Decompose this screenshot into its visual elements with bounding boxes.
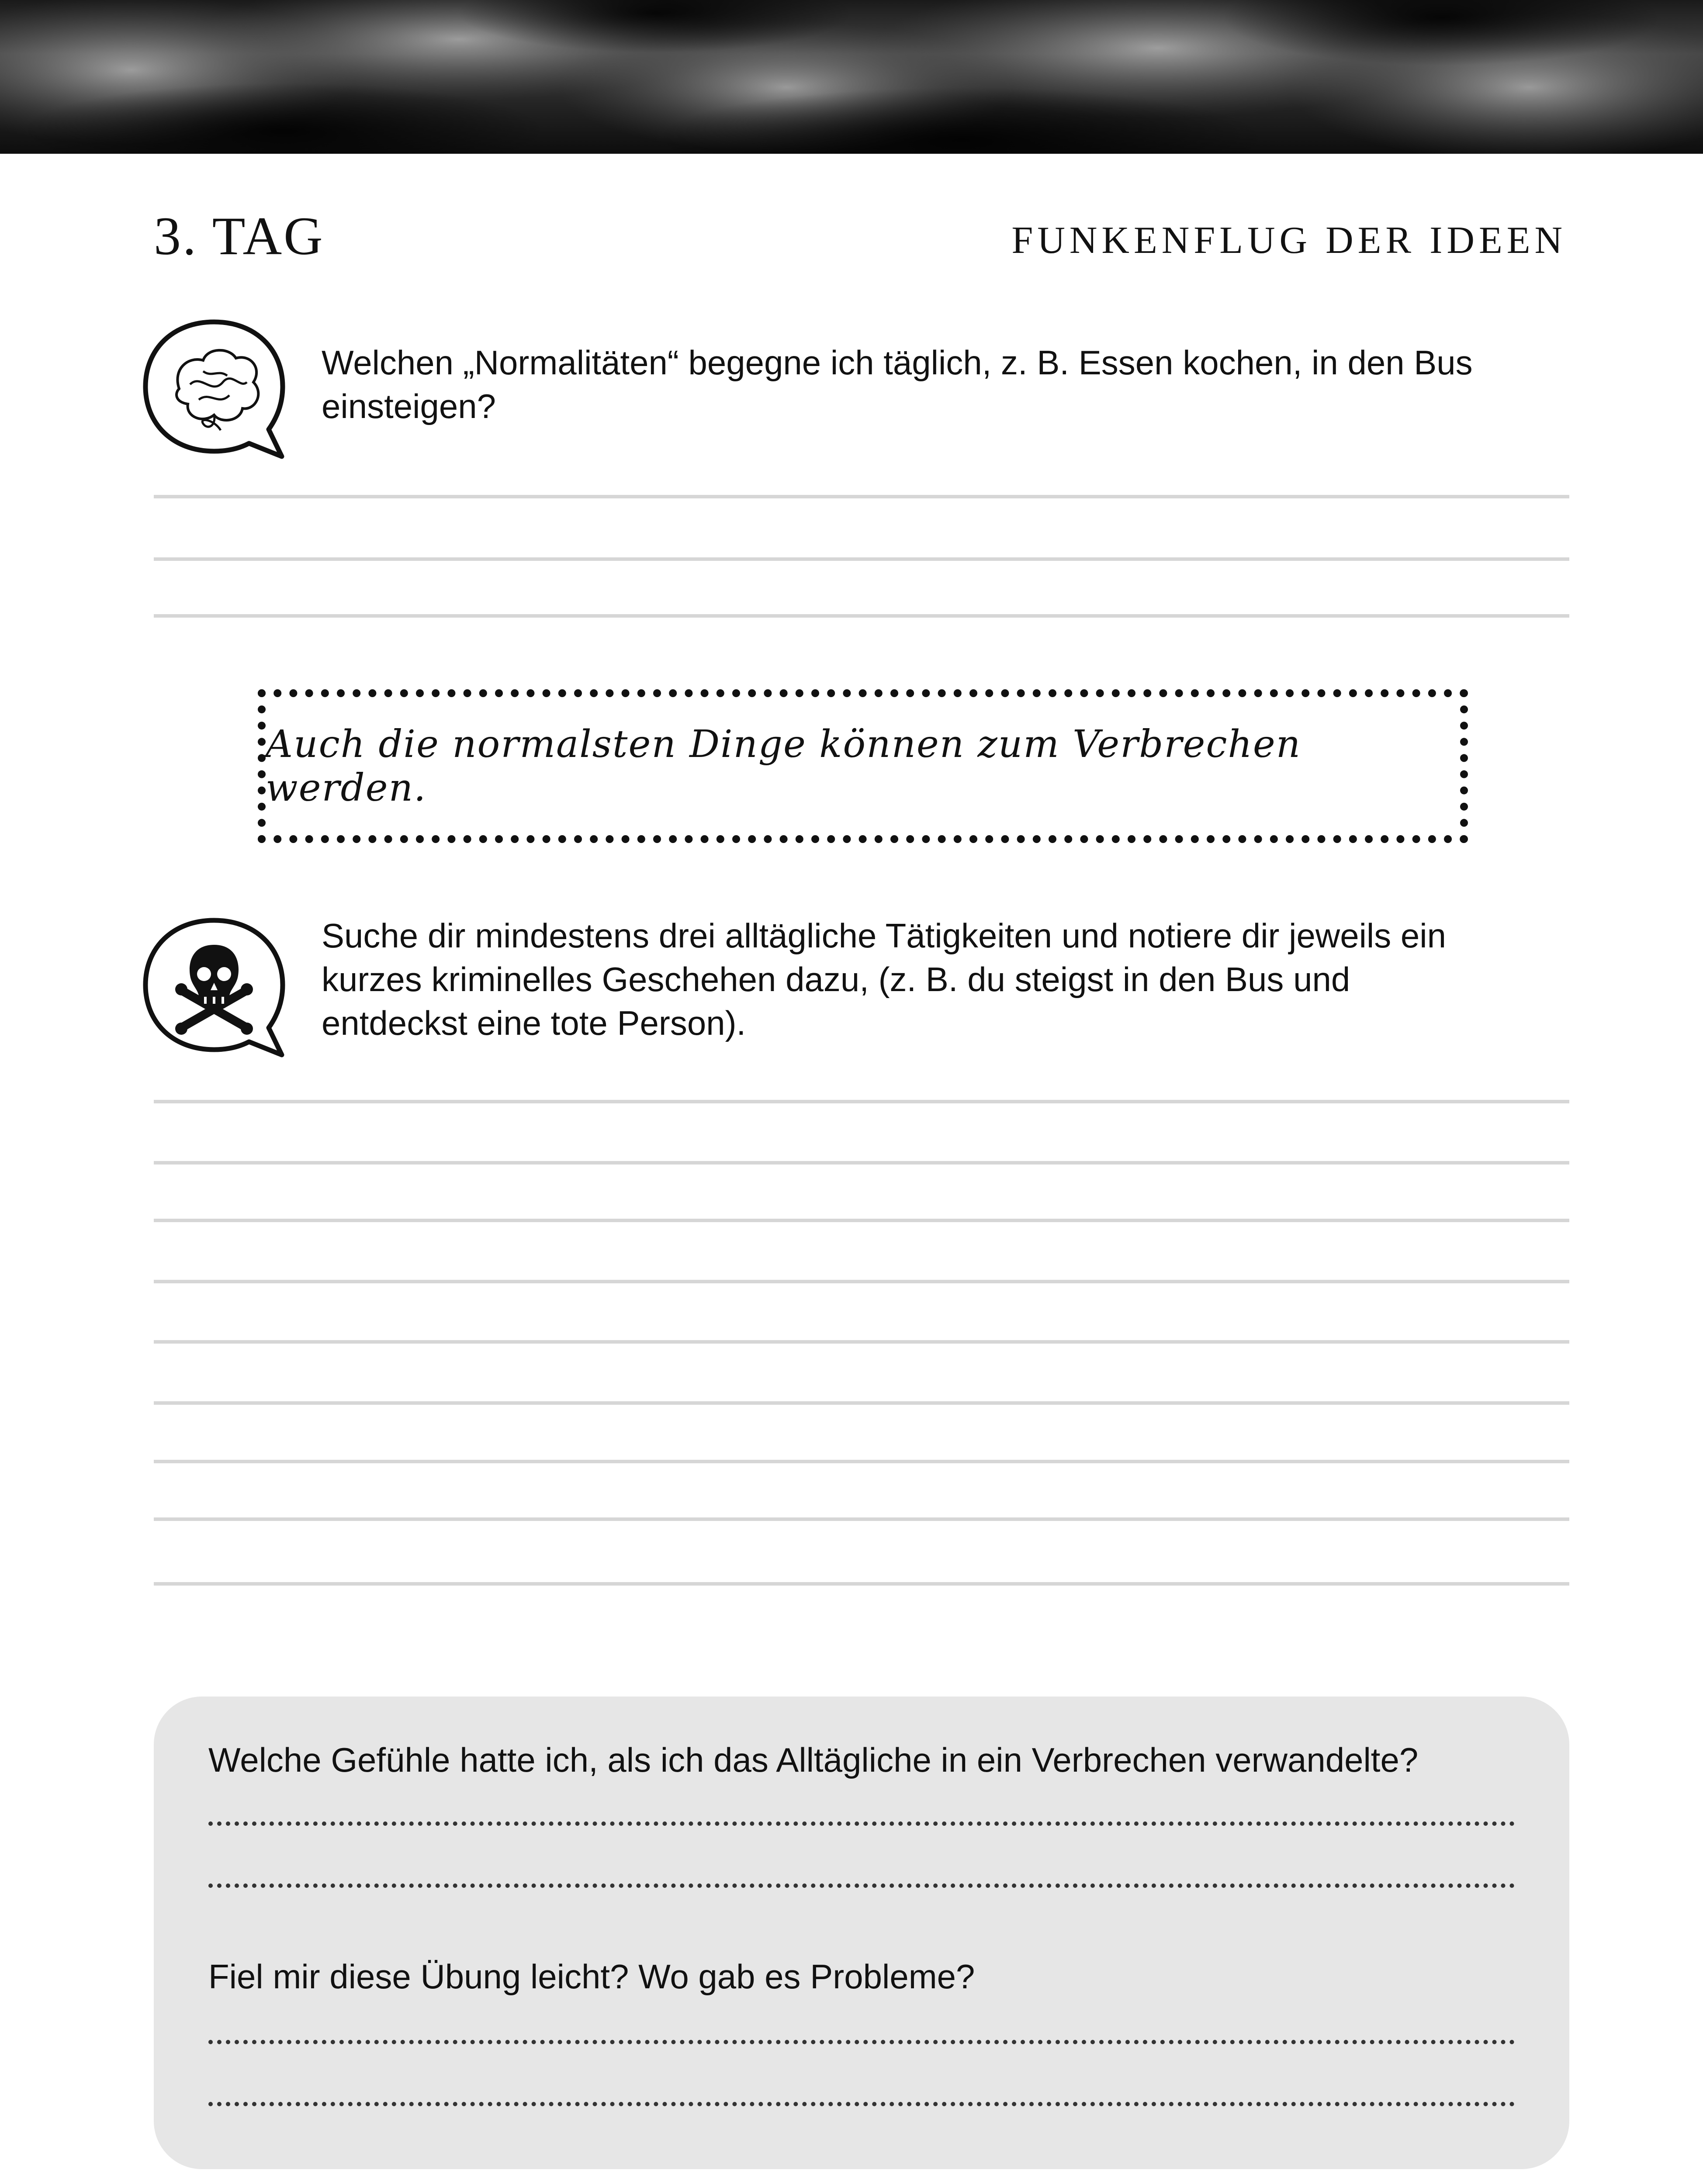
writing-line[interactable] <box>154 614 1569 618</box>
writing-line[interactable] <box>154 1582 1569 1586</box>
dotted-answer-line[interactable] <box>208 1821 1515 1826</box>
writing-line[interactable] <box>154 1401 1569 1405</box>
reflection-box <box>154 1697 1569 2169</box>
writing-line[interactable] <box>154 557 1569 561</box>
writing-line[interactable] <box>154 1219 1569 1222</box>
dotted-answer-line[interactable] <box>208 1883 1515 1888</box>
reflection-question-feelings: Welche Gefühle hatte ich, als ich das Alltägliche in ein Verbrechen verwandelte? <box>208 1741 1419 1779</box>
writing-line[interactable] <box>154 1100 1569 1103</box>
writing-line[interactable] <box>154 1161 1569 1165</box>
quote-box <box>258 689 1468 843</box>
skull-crossbones-speech-bubble-icon <box>138 911 291 1066</box>
dotted-answer-line[interactable] <box>208 2040 1515 2044</box>
quote-text: Auch die normalsten Dinge können zum Verbrechen werden. <box>266 722 1301 810</box>
writing-line[interactable] <box>154 1340 1569 1344</box>
writing-line[interactable] <box>154 1280 1569 1283</box>
day-title: 3. TAG <box>154 206 325 266</box>
cloud-texture <box>0 0 1703 154</box>
writing-line[interactable] <box>154 1517 1569 1521</box>
writing-line[interactable] <box>154 495 1569 498</box>
prompt-normalities: Welchen „Normalitäten“ begegne ich täglich, z. B. Essen kochen, in den Bus einsteigen? <box>322 343 1473 425</box>
storm-cloud-banner <box>0 0 1703 154</box>
prompt-criminal-events: Suche dir mindestens drei alltägliche Tätigkeiten und notiere dir jeweils ein kurzes kriminelles Geschehen dazu, (z. B. du steigst in den Bus und entdeckst eine tote Person). <box>322 916 1446 1042</box>
reflection-question-difficulty: Fiel mir diese Übung leicht? Wo gab es Probleme? <box>208 1957 975 1996</box>
dotted-answer-line[interactable] <box>208 2102 1515 2106</box>
brain-speech-bubble-icon <box>138 312 291 467</box>
section-title: FUNKENFLUG DER IDEEN <box>1011 219 1567 262</box>
writing-line[interactable] <box>154 1460 1569 1463</box>
